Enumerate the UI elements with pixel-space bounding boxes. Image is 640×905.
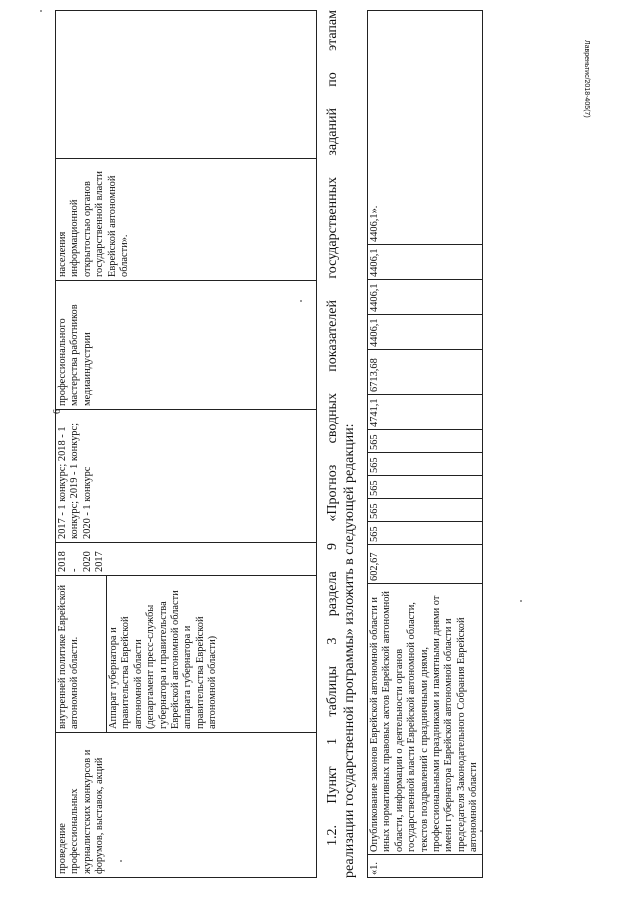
result-cell: профессионального мастерства работников медиаиндустрии <box>56 281 317 410</box>
period-cell: 2018 - 2020 2017 <box>56 543 317 576</box>
value-cell: 602,67 <box>368 545 483 584</box>
section-heading <box>325 10 358 878</box>
empty-cell <box>56 11 317 159</box>
indicator-table <box>367 10 483 878</box>
value-cell: 565 <box>368 499 483 522</box>
table-row <box>56 11 107 878</box>
program-table-fragment <box>55 10 317 878</box>
value-cell: 4406,1 <box>368 245 483 280</box>
value-cell: 565 <box>368 476 483 499</box>
contests-cell: 2017 - 1 конкурс; 2018 - 1 конкурс; 2019 - 1 конкурс; 2020 - 1 конкурс <box>56 410 317 543</box>
value-cell: 565 <box>368 453 483 476</box>
executor-cell-top: внутренней политике Еврейской автономной области. <box>56 576 107 733</box>
row-number: «1. <box>368 855 483 878</box>
heading-line-2: реализации государственной программы» изложить в следующей редакции: <box>341 423 357 878</box>
table-row <box>368 11 483 878</box>
value-cell: 4741,1 <box>368 395 483 430</box>
value-cell: 565 <box>368 522 483 545</box>
heading-line-1: 1.2. Пункт 1 таблицы 3 раздела 9 «Прогноз сводных показателей государственных заданий по этапам <box>325 10 340 846</box>
activity-cell: проведение профессиональных журналистских конкурсов и форумов, выставок, акций <box>56 733 317 878</box>
page-number: 6 <box>52 409 63 414</box>
value-cell: 4406,1 <box>368 315 483 350</box>
rotated-page-content <box>55 10 615 878</box>
value-cell: 4406,1 <box>368 280 483 315</box>
value-cell: 4406,1». <box>368 11 483 245</box>
document-stamp: Лавреньтис/2018-405(7) <box>583 40 590 118</box>
effect-cell: населения информационной открытостью органов государственной власти Еврейской автономной области». <box>56 159 317 281</box>
task-description: Опубликование законов Еврейской автономной области и иных нормативных правовых актов Еврейской автономной области, информации о деятельности органов государственной власти Еврейской автономной области, текстов поздравлений с праздничными днями, профессиональными праздниками и памятными днями от имени губернатора Еврейской автономной области и председателя Законодательного Собрания Еврейской автономной области <box>368 584 483 855</box>
executor-cell-bottom: Аппарат губернатора и правительства Еврейской автономной области (департамент пресс-службы губернатора и правительства Еврейской автономной области аппарата губернатора и правительства Еврейской автономной области) <box>106 576 316 733</box>
value-cell: 565 <box>368 430 483 453</box>
value-cell: 6713,68 <box>368 350 483 395</box>
